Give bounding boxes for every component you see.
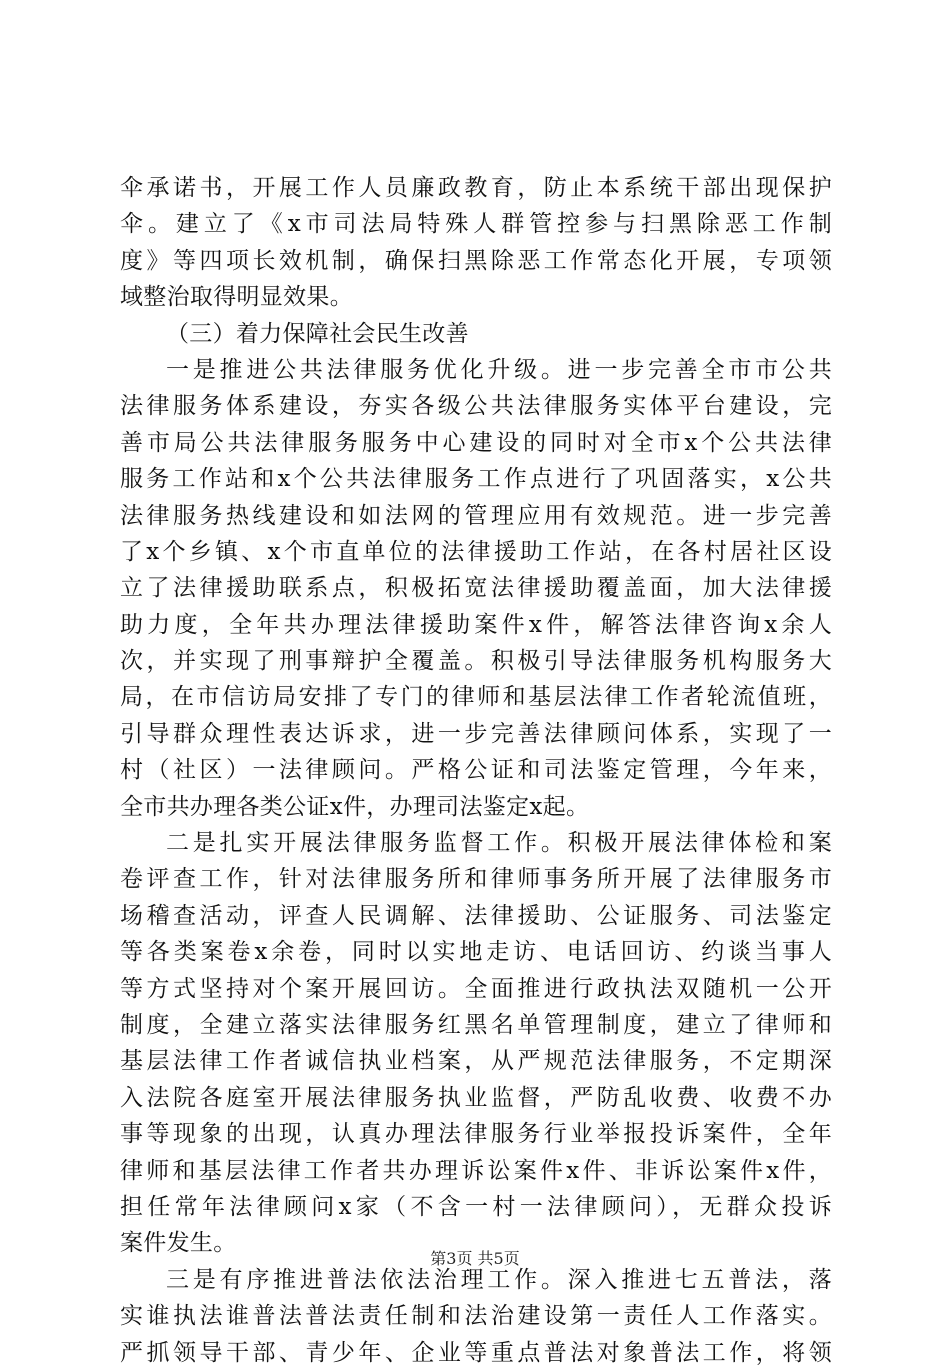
page-footer <box>0 1249 950 1269</box>
text-line: 引导群众理性表达诉求，进一步完善法律顾问体系，实现了一 <box>120 720 832 747</box>
text-line: 制度，全建立落实法律服务红黑名单管理制度，建立了律师和 <box>120 1011 832 1038</box>
text-line: 伞。建立了《x市司法局特殊人群管控参与扫黑除恶工作制 <box>120 211 832 238</box>
text-line: 善市局公共法律服务服务中心建设的同时对全市x个公共法律 <box>120 429 832 456</box>
text-line: 域整治取得明显效果。 <box>120 284 353 311</box>
text-line: 律师和基层法律工作者共办理诉讼案件x件、非诉讼案件x件， <box>120 1157 832 1184</box>
text-line: 事等现象的出现，认真办理法律服务行业举报投诉案件，全年 <box>120 1121 832 1148</box>
page-number: 第3页 共5页 <box>430 1249 520 1268</box>
document-body <box>120 170 832 1371</box>
text-line: 二是扎实开展法律服务监督工作。积极开展法律体检和案 <box>166 830 832 857</box>
text-line: 一是推进公共法律服务优化升级。进一步完善全市市公共 <box>166 356 832 383</box>
text-line: 伞承诺书，开展工作人员廉政教育，防止本系统干部出现保护 <box>120 175 832 201</box>
text-line: 局，在市信访局安排了专门的律师和基层法律工作者轮流值班， <box>120 684 832 711</box>
text-line: 度》等四项长效机制，确保扫黑除恶工作常态化开展，专项领 <box>120 247 832 274</box>
text-line: 法律服务体系建设，夯实各级公共法律服务实体平台建设，完 <box>120 393 832 420</box>
text-line: 等各类案卷x余卷，同时以实地走访、电话回访、约谈当事人 <box>120 939 832 966</box>
text-line: 案件发生。 <box>120 1230 237 1257</box>
text-line: 实谁执法谁普法普法责任制和法治建设第一责任人工作落实。 <box>120 1303 832 1330</box>
text-line: 法律服务热线建设和如法网的管理应用有效规范。进一步完善 <box>120 502 832 529</box>
text-line: 次，并实现了刑事辩护全覆盖。积极引导法律服务机构服务大 <box>120 648 832 675</box>
text-line: 基层法律工作者诚信执业档案，从严规范法律服务，不定期深 <box>120 1048 832 1075</box>
text-line: 担任常年法律顾问x家（不含一村一法律顾问），无群众投诉 <box>120 1193 832 1220</box>
text-line: 助力度，全年共办理法律援助案件x件，解答法律咨询x余人 <box>120 611 832 638</box>
text-line: 了x个乡镇、x个市直单位的法律援助工作站，在各村居社区设 <box>120 538 832 565</box>
text-line: 村（社区）一法律顾问。严格公证和司法鉴定管理，今年来， <box>120 757 832 784</box>
text-line: 入法院各庭室开展法律服务执业监督，严防乱收费、收费不办 <box>120 1084 832 1111</box>
text-line: 全市共办理各类公证x件，办理司法鉴定x起。 <box>120 793 590 820</box>
text-line: 卷评查工作，针对法律服务所和律师事务所开展了法律服务市 <box>120 866 832 893</box>
text-line: 立了法律援助联系点，积极拓宽法律援助覆盖面，加大法律援 <box>120 575 832 602</box>
section-heading: （三）着力保障社会民生改善 <box>166 320 469 347</box>
text-line: 严抓领导干部、青少年、企业等重点普法对象普法工作，将领 <box>120 1339 832 1366</box>
text-line: 等方式坚持对个案开展回访。全面推进行政执法双随机一公开 <box>120 975 832 1002</box>
text-line: 场稽查活动，评查人民调解、法律援助、公证服务、司法鉴定 <box>120 902 832 929</box>
text-line: 服务工作站和x个公共法律服务工作点进行了巩固落实，x公共 <box>120 466 832 493</box>
text-line: 三是有序推进普法依法治理工作。深入推进七五普法，落 <box>166 1266 832 1293</box>
